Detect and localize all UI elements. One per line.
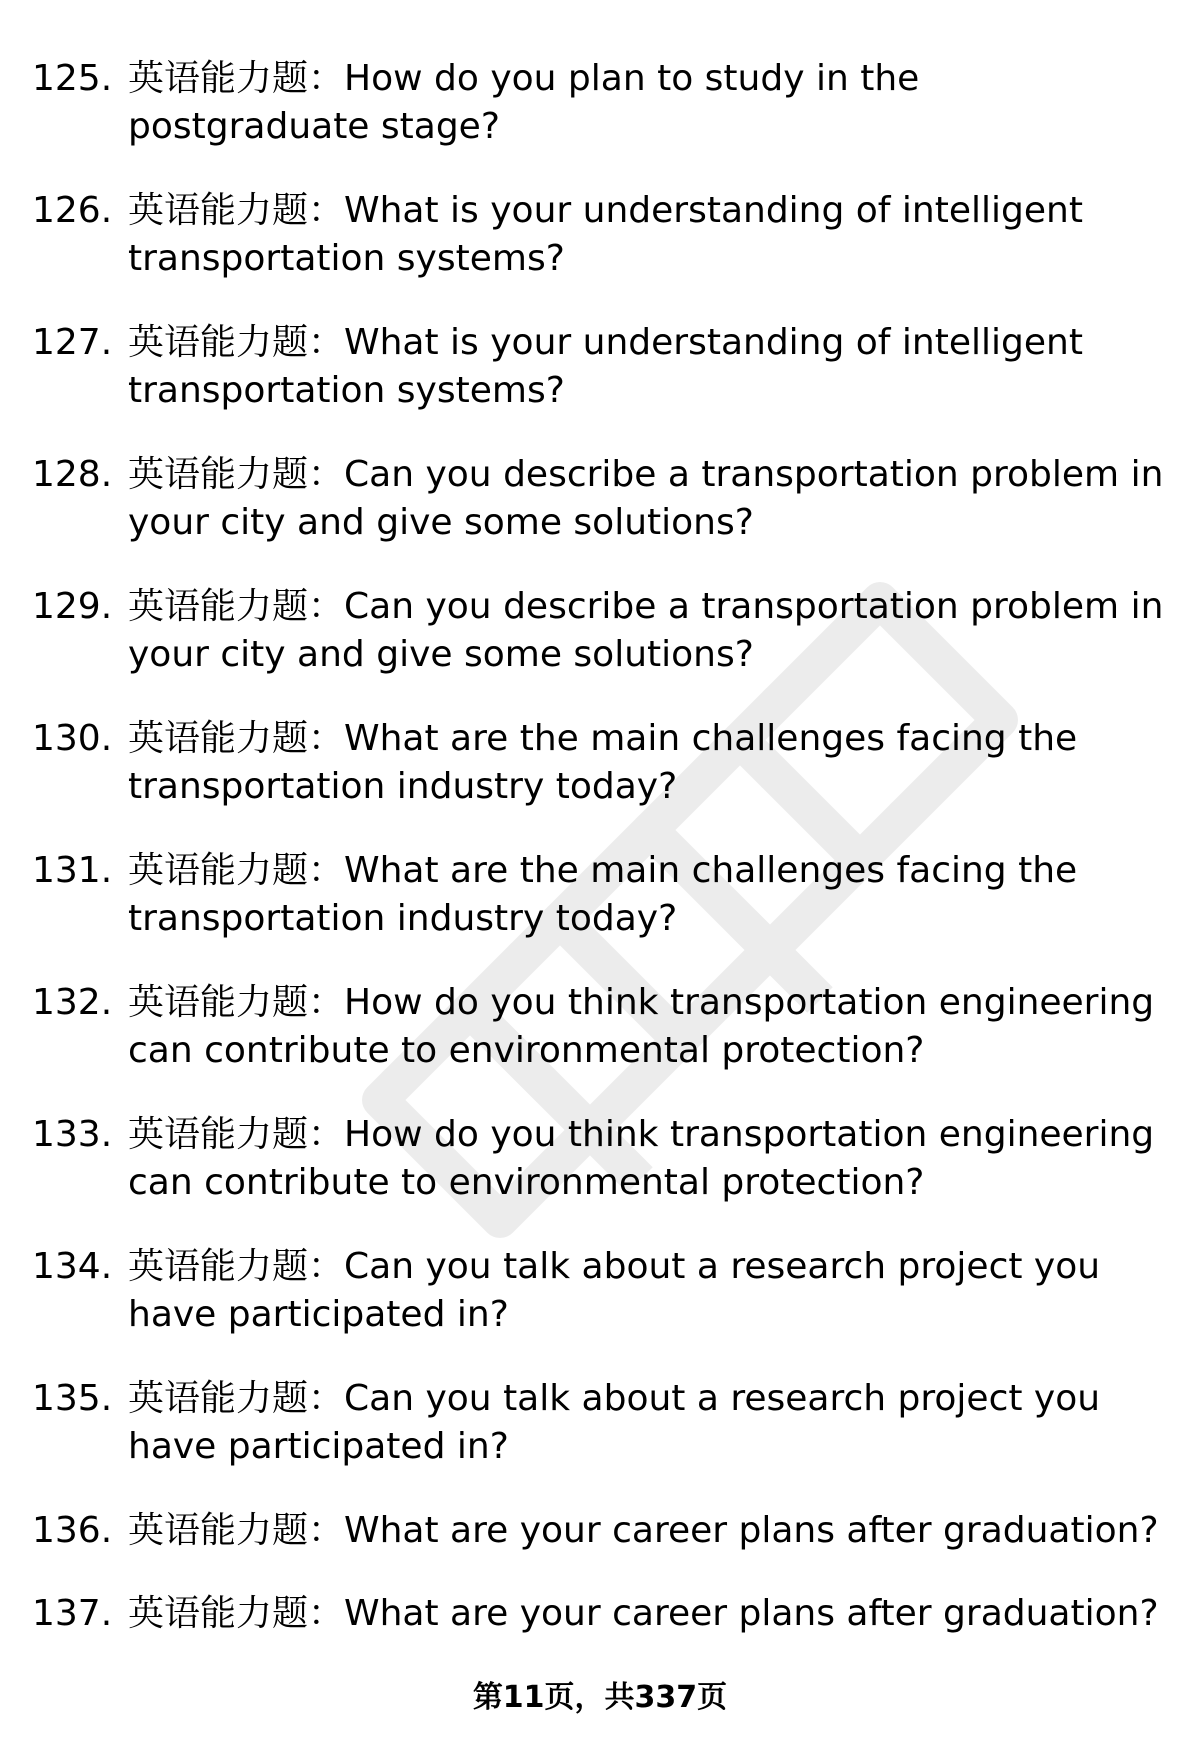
question-body [128,187,1168,283]
question-item [0,979,1200,1111]
question-number: 136. [32,1510,113,1551]
question-label: 英语能力题： [128,322,345,363]
question-list [0,55,1200,1673]
question-label: 英语能力题： [128,982,345,1023]
question-text: Can you talk about a research project you have participated in? [128,1378,1101,1467]
page-footer [0,1678,1200,1718]
question-body [128,451,1168,547]
question-body [128,55,1168,151]
question-label: 英语能力题： [128,586,345,627]
question-item [0,187,1200,319]
question-text: What is your understanding of intelligent transportation systems? [128,190,1083,279]
question-body [128,979,1168,1075]
question-item [0,1507,1200,1590]
question-label: 英语能力题： [128,1246,345,1287]
question-text: What are your career plans after graduation? [344,1593,1159,1634]
question-text: What are your career plans after graduation? [344,1510,1159,1551]
question-body [128,583,1168,679]
question-body [128,1243,1168,1339]
question-label: 英语能力题： [128,58,345,99]
question-item [0,847,1200,979]
question-number: 131. [32,850,113,891]
question-text: Can you describe a transportation problem in your city and give some solutions? [128,586,1164,675]
question-label: 英语能力题： [128,1378,345,1419]
question-label: 英语能力题： [128,1510,345,1551]
question-body [128,319,1168,415]
question-text: What are the main challenges facing the transportation industry today? [128,850,1078,939]
question-number: 127. [32,322,113,363]
question-label: 英语能力题： [128,1593,345,1634]
question-number: 135. [32,1378,113,1419]
question-body [128,1375,1168,1471]
question-body [128,1111,1168,1207]
question-number: 137. [32,1593,113,1634]
question-number: 132. [32,982,113,1023]
question-number: 125. [32,58,113,99]
question-text: Can you talk about a research project you have participated in? [128,1246,1101,1335]
question-number: 133. [32,1114,113,1155]
question-item [0,1111,1200,1243]
question-body [128,1507,1168,1555]
question-item [0,319,1200,451]
question-label: 英语能力题： [128,190,345,231]
question-text: How do you think transportation engineering can contribute to environmental protection? [128,1114,1155,1203]
question-item [0,1375,1200,1507]
question-text: How do you plan to study in the postgraduate stage? [128,58,920,147]
question-text: What is your understanding of intelligent transportation systems? [128,322,1083,411]
question-item [0,583,1200,715]
page-number: 第11页，共337页 [472,1680,728,1715]
question-label: 英语能力题： [128,718,345,759]
question-label: 英语能力题： [128,850,345,891]
question-label: 英语能力题： [128,454,345,495]
question-number: 129. [32,586,113,627]
question-item [0,1243,1200,1375]
question-item [0,1590,1200,1673]
question-body [128,715,1168,811]
question-item [0,451,1200,583]
question-number: 126. [32,190,113,231]
question-number: 134. [32,1246,113,1287]
question-body [128,847,1168,943]
question-item [0,715,1200,847]
question-number: 130. [32,718,113,759]
question-text: What are the main challenges facing the transportation industry today? [128,718,1078,807]
question-text: How do you think transportation engineering can contribute to environmental protection? [128,982,1155,1071]
question-label: 英语能力题： [128,1114,345,1155]
question-text: Can you describe a transportation problem in your city and give some solutions? [128,454,1164,543]
question-item [0,55,1200,187]
question-body [128,1590,1168,1638]
question-number: 128. [32,454,113,495]
